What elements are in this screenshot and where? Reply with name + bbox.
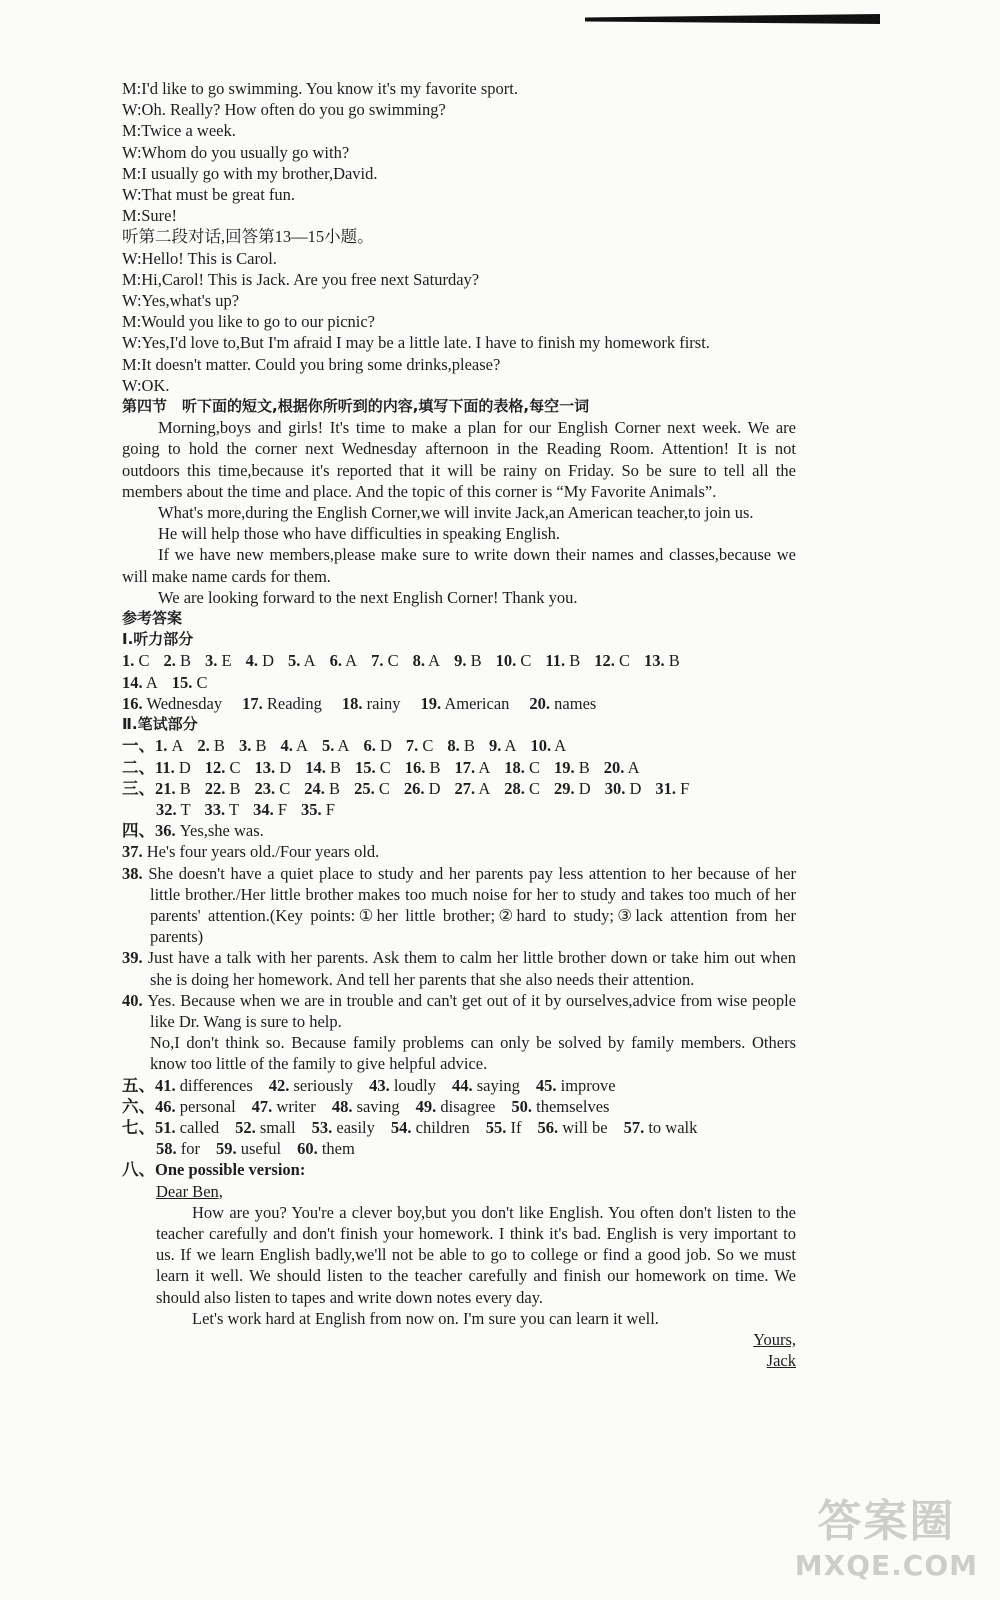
question-number: 6. (329, 651, 342, 671)
answer-row (122, 757, 796, 778)
question-number: 31. (655, 778, 676, 798)
letter-closing: Yours, (753, 1329, 796, 1349)
question-number: 48. (331, 1096, 353, 1116)
answer-value: C (134, 651, 150, 671)
question-number: 53. (311, 1117, 333, 1137)
passage-paragraph: We are looking forward to the next English Corner! Thank you. (158, 587, 578, 607)
question-number: 49. (415, 1096, 437, 1116)
answer-value: easily (332, 1117, 375, 1137)
dialogue-line: W:OK. (122, 375, 170, 395)
part-1-heading: Ⅰ.听力部分 (122, 630, 194, 649)
answer-value: F (321, 799, 335, 819)
answer-value: A (624, 757, 640, 777)
answer-item (413, 651, 441, 670)
question-number: 4. (280, 736, 293, 756)
answer-item (504, 758, 540, 777)
answer-value: writer (272, 1096, 316, 1116)
answer-value: B (565, 651, 581, 671)
dialogue-line: W:Yes,I'd love to,But I'm afraid I may be a little late. I have to finish my homework first. (122, 333, 710, 353)
answer-value: B (466, 651, 482, 671)
question-number: 29. (554, 778, 575, 798)
answer-item (122, 694, 222, 713)
question-number: 16. (404, 757, 426, 777)
answer-row (122, 1138, 796, 1159)
question-number: 12. (594, 651, 615, 671)
answer-item (235, 1118, 296, 1137)
question-number: 41. (155, 1075, 176, 1095)
answer-value: D (375, 736, 392, 756)
answers-heading: 参考答案 (122, 609, 183, 628)
answer-value: A (334, 736, 350, 756)
answer-item (301, 800, 335, 819)
question-number: 37. (122, 842, 143, 862)
answer-item (536, 1076, 616, 1095)
answer-item (252, 1097, 316, 1116)
question-number: 44. (452, 1075, 473, 1095)
answer-value: C (524, 778, 541, 798)
answer-value: D (625, 778, 642, 798)
answer-value: A (300, 651, 316, 671)
question-number: 21. (155, 778, 176, 798)
answer-value: them (317, 1139, 355, 1159)
question-number: 14. (305, 757, 326, 777)
answer-value: B (225, 778, 241, 798)
answer-item (496, 651, 532, 670)
answer-value: saying (472, 1075, 520, 1095)
answer-item (363, 736, 391, 755)
answer-item (554, 779, 591, 798)
dialogue-line: M:Twice a week. (122, 121, 236, 141)
answer-item (604, 758, 640, 777)
answer-value: A (341, 651, 358, 671)
answer-value: seriously (289, 1075, 354, 1095)
answer-value: personal (175, 1096, 236, 1116)
answer-item (155, 736, 183, 755)
answer-item (421, 694, 510, 713)
answer-value: Wednesday (142, 693, 223, 713)
part-2-heading: Ⅱ.笔试部分 (122, 715, 198, 734)
answer-38 (122, 863, 796, 948)
answer-row (122, 650, 796, 671)
question-number: 32. (156, 799, 177, 819)
answer-item (155, 1118, 219, 1137)
question-number: 45. (535, 1075, 557, 1095)
answer-item (447, 736, 475, 755)
question-number: 8. (412, 651, 425, 671)
question-number: 55. (485, 1117, 507, 1137)
dialogue-line: M:Would you like to go to our picnic? (122, 312, 376, 332)
question-number: 2. (197, 736, 210, 756)
answer-40-alt: No,I don't think so. Because family problems can only be solved by family members. Others know too little of the family to give helpful advice. (150, 1033, 796, 1074)
question-number: 46. (155, 1096, 176, 1116)
answer-item (330, 651, 358, 670)
question-number: 51. (155, 1117, 176, 1137)
answer-item (156, 800, 191, 819)
answer-item (594, 651, 630, 670)
answer-item (205, 651, 232, 670)
answer-item (511, 1097, 609, 1116)
question-number: 15. (171, 672, 193, 692)
question-number: 13. (254, 757, 276, 777)
essay-heading (122, 1159, 796, 1180)
answer-value: loudly (389, 1075, 437, 1095)
section-prefix: 六、 (122, 1096, 155, 1116)
answer-item (489, 736, 517, 755)
answer-value: B (209, 736, 225, 756)
answer-value: A (167, 736, 184, 756)
site-watermark-logo (795, 1485, 978, 1582)
letter-paragraph: Let's work hard at English from now on. I'm sure you can learn it well. (192, 1308, 659, 1328)
question-number: 14. (122, 672, 143, 692)
answer-value: saving (352, 1096, 400, 1116)
answer-item (554, 758, 590, 777)
answer-text: He's four years old./Four years old. (146, 842, 380, 862)
question-number: 30. (604, 778, 626, 798)
answer-text: Just have a talk with her parents. Ask them to calm her little brother down or take him out when she is doing her homework. And tell her parents that she also needs their attention. (147, 948, 797, 989)
answer-value: differences (175, 1075, 253, 1095)
answer-value: C (524, 757, 541, 777)
answer-39 (122, 947, 796, 989)
question-number: 1. (155, 736, 168, 756)
answer-row (122, 672, 796, 693)
answer-value: T (176, 799, 191, 819)
section-4-heading: 第四节 听下面的短文,根据你所听到的内容,填写下面的表格,每空一词 (122, 397, 590, 416)
dialogue-line: M:Sure! (122, 206, 177, 226)
answer-item (529, 694, 596, 713)
answer-value: A (475, 757, 491, 777)
question-number: 42. (268, 1075, 290, 1095)
answer-item (239, 736, 267, 755)
listening-passage (122, 417, 796, 608)
answer-value: A (424, 651, 441, 671)
question-number: 7. (371, 651, 384, 671)
answer-value: C (383, 651, 399, 671)
question-number: 22. (204, 778, 226, 798)
question-number: 19. (420, 693, 442, 713)
watermark-en-text: MXQE.COM (794, 1549, 978, 1582)
dialogue-2-heading: 听第二段对话,回答第13—15小题。 (122, 227, 374, 247)
answer-item (404, 779, 441, 798)
section-prefix: 七、 (122, 1117, 155, 1137)
question-number: 4. (245, 651, 258, 671)
answer-value: C (375, 757, 391, 777)
question-number: 20. (603, 757, 625, 777)
answer-value: A (142, 672, 158, 692)
answer-row (122, 1096, 796, 1117)
answer-value: C (192, 672, 208, 692)
answer-item (644, 651, 680, 670)
question-number: 34. (253, 799, 274, 819)
letter-paragraph: How are you? You're a clever boy,but you don't like English. You often don't listen to the teacher carefully and don't finish your homework. I think it's bad. English is very important to us. If we learn English badly,we'll not be able to go to college or find a good job. So we must learn it well. We should listen to the teacher carefully and finish our homework on time. We should also listen to tapes and write down notes every day. (156, 1202, 796, 1307)
answer-value: C (374, 778, 390, 798)
answer-value: B (459, 736, 475, 756)
answer-value: A (551, 736, 567, 756)
answer-item (455, 779, 491, 798)
answer-item (156, 1139, 200, 1158)
answer-value: will be (558, 1117, 608, 1137)
question-number: 3. (205, 651, 218, 671)
question-number: 2. (163, 651, 176, 671)
answer-item (605, 779, 642, 798)
question-number: 6. (363, 736, 376, 756)
question-number: 28. (504, 778, 525, 798)
answer-value: E (217, 651, 232, 671)
answer-row (122, 1117, 796, 1138)
answer-value: F (273, 799, 287, 819)
dialogue-line: M:I'd like to go swimming. You know it's my favorite sport. (122, 79, 518, 98)
watermark-cn-text: 答案圈 (817, 1496, 956, 1547)
answer-value: C (614, 651, 631, 671)
question-number: 56. (537, 1117, 559, 1137)
section-prefix: 八、 (122, 1160, 155, 1180)
answer-value: C (516, 651, 532, 671)
answer-item (280, 736, 308, 755)
document-page (122, 78, 796, 1371)
answer-value: D (258, 651, 275, 671)
essay-heading-text: One possible version: (155, 1160, 306, 1180)
passage-paragraph: If we have new members,please make sure to write down their names and classes,because we will make name cards for them. (122, 545, 796, 586)
answer-item (205, 779, 241, 798)
section-prefix: 一、 (122, 736, 155, 756)
question-number: 18. (504, 757, 525, 777)
question-number: 1. (122, 651, 135, 671)
answer-item (288, 651, 316, 670)
question-number: 27. (454, 778, 476, 798)
answer-value: B (325, 757, 341, 777)
question-number: 23. (254, 778, 276, 798)
answer-item (355, 758, 391, 777)
answer-item (452, 1076, 520, 1095)
answer-item (486, 1118, 522, 1137)
question-number: 13. (644, 651, 665, 671)
question-number: 18. (341, 693, 363, 713)
answer-37 (122, 841, 796, 862)
answer-item (197, 736, 225, 755)
question-number: 24. (304, 778, 325, 798)
answer-item (216, 1139, 281, 1158)
answer-item (354, 779, 390, 798)
answer-item (155, 779, 191, 798)
dialogue-1 (122, 78, 796, 226)
answer-item (504, 779, 540, 798)
answer-value: useful (236, 1139, 282, 1159)
question-number: 16. (122, 693, 143, 713)
answer-value: B (574, 757, 590, 777)
answer-value: D (574, 778, 591, 798)
answer-item (255, 779, 291, 798)
answer-value: A (501, 736, 517, 756)
answer-value: names (550, 693, 597, 713)
question-number: 57. (623, 1117, 645, 1137)
dialogue-2 (122, 248, 796, 396)
answer-value: for (176, 1139, 200, 1159)
question-number: 17. (454, 757, 476, 777)
answer-value: B (664, 651, 680, 671)
answer-value: C (225, 757, 241, 777)
answer-item (205, 758, 241, 777)
question-number: 9. (488, 736, 502, 756)
answer-value: called (175, 1117, 220, 1137)
answer-row (122, 778, 796, 799)
answer-item (624, 1118, 698, 1137)
answer-item (242, 694, 322, 713)
answer-item (332, 1097, 400, 1116)
question-number: 40. (122, 990, 143, 1010)
answer-item (155, 1097, 236, 1116)
question-number: 7. (405, 736, 419, 756)
dialogue-line: W:Yes,what's up? (122, 291, 240, 311)
dialogue-line: W:That must be great fun. (122, 185, 296, 205)
answer-item (305, 758, 341, 777)
answer-text: She doesn't have a quiet place to study and her parents pay less attention to her because of her little brother./Her little brother makes too much noise for her to study and takes too much of her parents' attention.(Key points:①her little brother;②hard to study;③lack attention from her parents) (148, 863, 797, 947)
letter-signature: Jack (766, 1351, 796, 1371)
answer-value: T (225, 799, 240, 819)
answer-item (155, 1076, 253, 1095)
question-number: 11. (155, 757, 175, 777)
answer-value: A (475, 778, 491, 798)
question-number: 25. (354, 778, 375, 798)
letter-salutation: Dear Ben, (156, 1181, 223, 1201)
answer-item (454, 651, 482, 670)
question-number: 5. (321, 736, 335, 756)
answer-value: improve (556, 1075, 616, 1095)
question-number: 54. (390, 1117, 412, 1137)
answer-item (246, 651, 274, 670)
question-number: 36. (155, 821, 176, 841)
question-number: 33. (204, 799, 226, 819)
answer-value: Reading (262, 693, 322, 713)
question-number: 52. (235, 1117, 256, 1137)
answer-value: rainy (362, 693, 401, 713)
answer-item (391, 1118, 470, 1137)
question-number: 17. (242, 693, 263, 713)
top-decorative-rule (585, 14, 880, 24)
question-number: 50. (511, 1096, 533, 1116)
answer-item (322, 736, 350, 755)
answer-item (537, 1118, 607, 1137)
dialogue-line: M:It doesn't matter. Could you bring some drinks,please? (122, 354, 501, 374)
question-number: 3. (238, 736, 252, 756)
answer-item (269, 1076, 353, 1095)
answer-item (342, 694, 401, 713)
section-prefix: 五、 (122, 1075, 155, 1095)
question-number: 15. (354, 757, 376, 777)
question-number: 9. (454, 651, 467, 671)
answer-value: D (174, 757, 191, 777)
answer-item (545, 651, 580, 670)
answer-text: Yes,she was. (179, 821, 264, 841)
question-number: 60. (297, 1139, 318, 1159)
answer-value: D (275, 757, 292, 777)
answer-item (122, 651, 150, 670)
answer-item (155, 758, 191, 777)
answer-item (164, 651, 192, 670)
answer-item (304, 779, 340, 798)
answer-value: B (175, 651, 192, 671)
answer-value: B (425, 757, 441, 777)
answer-value: to walk (644, 1117, 698, 1137)
question-number: 11. (545, 651, 566, 671)
question-number: 10. (495, 651, 517, 671)
answer-value: A (292, 736, 308, 756)
dialogue-line: M:I usually go with my brother,David. (122, 163, 378, 183)
question-number: 26. (403, 778, 425, 798)
dialogue-line: M:Hi,Carol! This is Jack. Are you free next Saturday? (122, 269, 480, 289)
answer-text: Yes. Because when we are in trouble and can't get out of it by ourselves,advice from wise people like Dr. Wang is sure to help. (147, 990, 796, 1031)
question-number: 39. (122, 948, 143, 968)
answer-value: D (424, 778, 441, 798)
answer-value: B (251, 736, 267, 756)
answer-row (122, 735, 796, 756)
passage-paragraph: Morning,boys and girls! It's time to make a plan for our English Corner next week. We are going to hold the corner next Wednesday afternoon in the Reading Room. Attention! It is not outdoors this time,because it's reported that it will be rainy on Friday. So be sure to tell all the members about the time and place. And the topic of this corner is “My Favorite Animals”. (122, 418, 796, 501)
question-number: 35. (301, 799, 322, 819)
answer-item (455, 758, 491, 777)
question-number: 5. (288, 651, 301, 671)
passage-paragraph: He will help those who have difficulties in speaking English. (158, 524, 561, 544)
dialogue-line: W:Hello! This is Carol. (122, 248, 277, 268)
answer-value: children (411, 1117, 470, 1137)
answer-item (205, 800, 240, 819)
answer-item (530, 736, 566, 755)
answer-item (655, 779, 689, 798)
answer-item (312, 1118, 375, 1137)
passage-paragraph: What's more,during the English Corner,we will invite Jack,an American teacher,to join us. (158, 503, 754, 523)
question-number: 58. (156, 1139, 177, 1159)
section-prefix: 三、 (122, 778, 155, 798)
question-number: 20. (529, 693, 551, 713)
answer-item (369, 1076, 436, 1095)
question-number: 43. (369, 1075, 390, 1095)
question-number: 10. (530, 736, 552, 756)
answer-item (406, 736, 434, 755)
answer-value: F (676, 778, 690, 798)
answer-value: small (255, 1117, 296, 1137)
question-number: 47. (251, 1096, 273, 1116)
section-prefix: 二、 (122, 757, 155, 777)
question-number: 59. (216, 1139, 237, 1159)
answer-item (253, 800, 287, 819)
answer-row (122, 693, 796, 714)
answer-value: C (418, 736, 434, 756)
answer-row (122, 799, 796, 820)
answer-36 (122, 820, 796, 841)
dialogue-line: W:Oh. Really? How often do you go swimming? (122, 100, 446, 120)
answer-item (371, 651, 399, 670)
answer-value: If (506, 1117, 522, 1137)
answer-value: B (324, 778, 341, 798)
answer-value: American (441, 693, 510, 713)
question-number: 19. (554, 757, 575, 777)
answer-item (416, 1097, 496, 1116)
dialogue-line: W:Whom do you usually go with? (122, 142, 350, 162)
answer-value: B (175, 778, 191, 798)
answer-item (405, 758, 441, 777)
answer-value: disagree (436, 1096, 496, 1116)
answer-item (122, 673, 158, 692)
answer-value: themselves (532, 1096, 610, 1116)
question-number: 12. (204, 757, 226, 777)
answer-item (297, 1139, 355, 1158)
question-number: 8. (447, 736, 460, 756)
answer-value: C (275, 778, 291, 798)
section-prefix: 四、 (122, 821, 155, 841)
question-number: 38. (122, 863, 143, 883)
answer-row (122, 1075, 796, 1096)
answer-item (172, 673, 208, 692)
answer-item (255, 758, 292, 777)
answer-40 (122, 990, 796, 1032)
